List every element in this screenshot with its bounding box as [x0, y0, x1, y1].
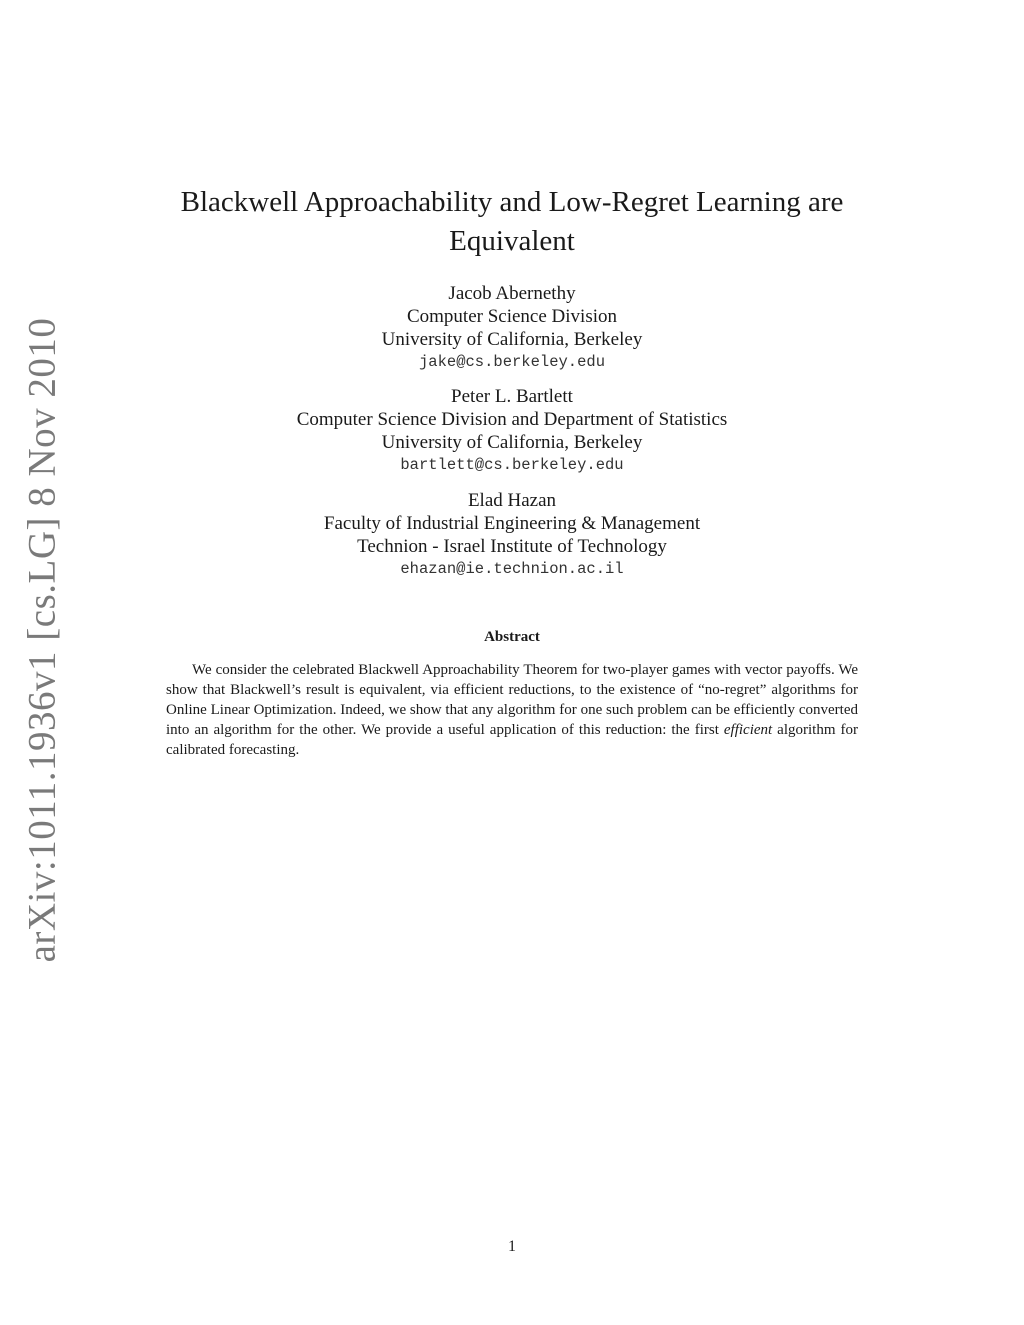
- abstract-text-end: algorithm for calibrated forecasting.: [166, 722, 858, 758]
- author-affiliation: Technion - Israel Institute of Technology: [357, 536, 667, 557]
- author-affiliation: Computer Science Division: [406, 306, 618, 327]
- paper-title: Blackwell Approachability and Low-Regret Learning are Equivalent: [180, 186, 844, 257]
- page-number: 1: [508, 1238, 516, 1255]
- author-email: jake@cs.berkeley.edu: [418, 353, 606, 371]
- author-email: bartlett@cs.berkeley.edu: [400, 456, 624, 474]
- author-affiliation: University of California, Berkeley: [381, 329, 643, 350]
- author-name: Jacob Abernethy: [448, 283, 576, 304]
- arxiv-identifier-stamp: arXiv:1011.1936v1 [cs.LG] 8 Nov 2010: [20, 317, 64, 963]
- abstract-text: We consider the celebrated Blackwell Approachability Theorem for two-player games with vector payoffs. We show that Blackwell’s result is equivalent, via efficient reductions, to the existence of “no-regret” algorithms for Online Linear Optimization. Indeed, we show that any algorithm for one such problem can be efficiently converted into an algorithm for the other. We provide a useful application of this reduction: the first: [166, 662, 858, 738]
- abstract-emphasis: efficient: [723, 722, 773, 738]
- author-email: ehazan@ie.technion.ac.il: [400, 560, 624, 578]
- abstract-body: [166, 660, 858, 760]
- author-affiliation: Faculty of Industrial Engineering & Management: [323, 513, 701, 534]
- author-affiliation: Computer Science Division and Department of Statistics: [296, 409, 728, 430]
- author-block: [170, 489, 854, 581]
- author-block: [170, 282, 854, 374]
- author-affiliation: University of California, Berkeley: [381, 432, 643, 453]
- author-block: [170, 385, 854, 477]
- author-name: Elad Hazan: [467, 490, 557, 511]
- author-name: Peter L. Bartlett: [451, 386, 573, 407]
- abstract-heading: Abstract: [484, 629, 540, 645]
